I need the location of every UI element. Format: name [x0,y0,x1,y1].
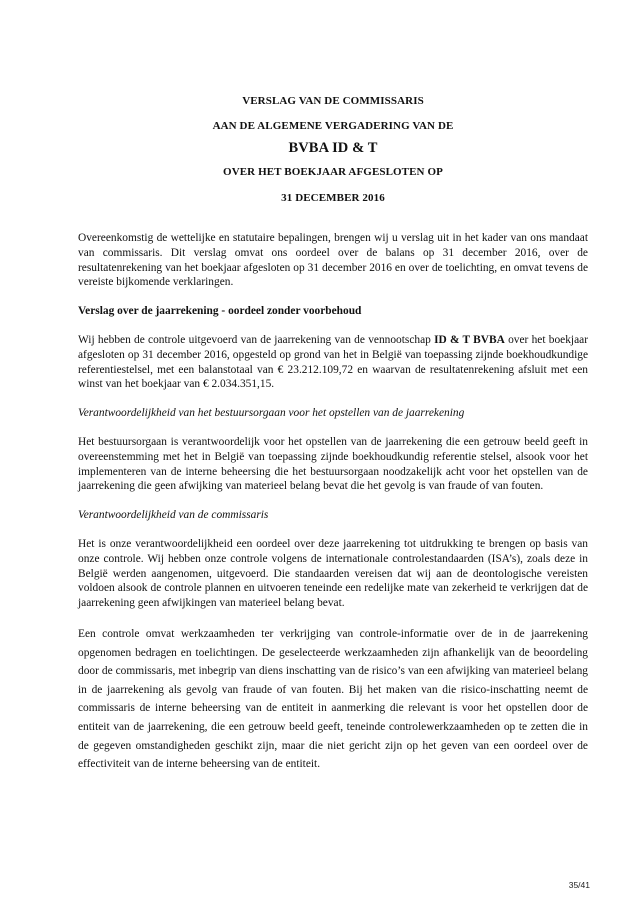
opinion-text-part-2: over het boekjaar afgesloten op 31 december 2016, opgesteld op grond van het in België van toepassing zijnde boekhoudkundige referentiestelsel, met een balanstotaal van € 23.212.109,72 en waarvan de resultatenrekening afsluit met een winst van het boekjaar van € 2.034.351,15. [78,333,588,391]
report-title-block [78,94,588,205]
board-responsibility-paragraph: Het bestuursorgaan is verantwoordelijk voor het opstellen van de jaarrekening die een getrouw beeld geeft in overeenstemming met het in België van toepassing zijnde boekhoudkundig referentie stelsel, alsook voor het implementeren van de interne beheersing die het bestuursorgaan noodzakelijk acht voor het opstellen van de jaarrekening die geen afwijking van materieel belang bevat die het gevolg is van fraude of van fouten. [78,435,588,493]
auditor-responsibility-paragraph-1: Het is onze verantwoordelijkheid een oordeel over deze jaarrekening tot uitdrukking te brengen op basis van onze controle. Wij hebben onze controle volgens de internationale controlestandaarden (ISA’s), zoals deze in België werden aangenomen, uitgevoerd. Die standaarden vereisen dat wij aan de deontologische vereisten voldoen alsook de controle plannen en uitvoeren teneinde een redelijke mate van zekerheid te verkrijgen dat de jaarrekening geen afwijkingen van materieel belang bevat. [78,537,588,610]
report-title-line-4: OVER HET BOEKJAAR AFGESLOTEN OP [223,166,443,178]
auditor-responsibility-paragraph-2: Een controle omvat werkzaamheden ter verkrijging van controle-informatie over de in de jaarrekening opgenomen bedragen en toelichtingen. De geselecteerde werkzaamheden zijn afhankelijk van de beoordeling door de commissaris, met inbegrip van diens inschatting van de risico’s van een afwijking van materieel belang in de jaarrekening als gevolg van fraude of van fouten. Bij het maken van die risico-inschatting neemt de commissaris de interne beheersing van de entiteit in aanmerking die relevant is voor het opstellen door de entiteit van de jaarrekening, die een getrouw beeld geeft, teneinde controlewerkzaamheden op te zetten die in de gegeven omstandigheden geschikt zijn, maar die niet gericht zijn op het geven van een oordeel over de effectiviteit van de interne beheersing van de entiteit. [78,627,588,771]
report-title-line-1: VERSLAG VAN DE COMMISSARIS [242,95,424,107]
opinion-text-part-1: Wij hebben de controle uitgevoerd van de jaarrekening van de vennootschap [78,333,435,346]
report-body [78,231,588,774]
document-page [78,0,588,788]
section-heading-opinion: Verslag over de jaarrekening - oordeel zonder voorbehoud [78,305,362,318]
report-title-line-2: AAN DE ALGEMENE VERGADERING VAN DE [212,120,454,132]
opinion-paragraph [78,333,588,392]
section-heading-auditor-responsibility: Verantwoordelijkheid van de commissaris [78,509,269,522]
company-name-inline: ID & T BVBA [434,333,505,346]
report-date: 31 DECEMBER 2016 [281,192,385,204]
company-name: BVBA ID & T [288,140,378,156]
section-heading-board-responsibility: Verantwoordelijkheid van het bestuursorgaan voor het opstellen van de jaarrekening [78,407,465,420]
page-number: 35/41 [568,880,590,890]
intro-paragraph: Overeenkomstig de wettelijke en statutaire bepalingen, brengen wij u verslag uit in het kader van ons mandaat van commissaris. Dit verslag omvat ons oordeel over de balans op 31 december 2016, over de resultatenrekening van het boekjaar afgesloten op 31 december 2016 en over de toelichting, en omvat tevens de vereiste bijkomende verklaringen. [78,232,588,289]
